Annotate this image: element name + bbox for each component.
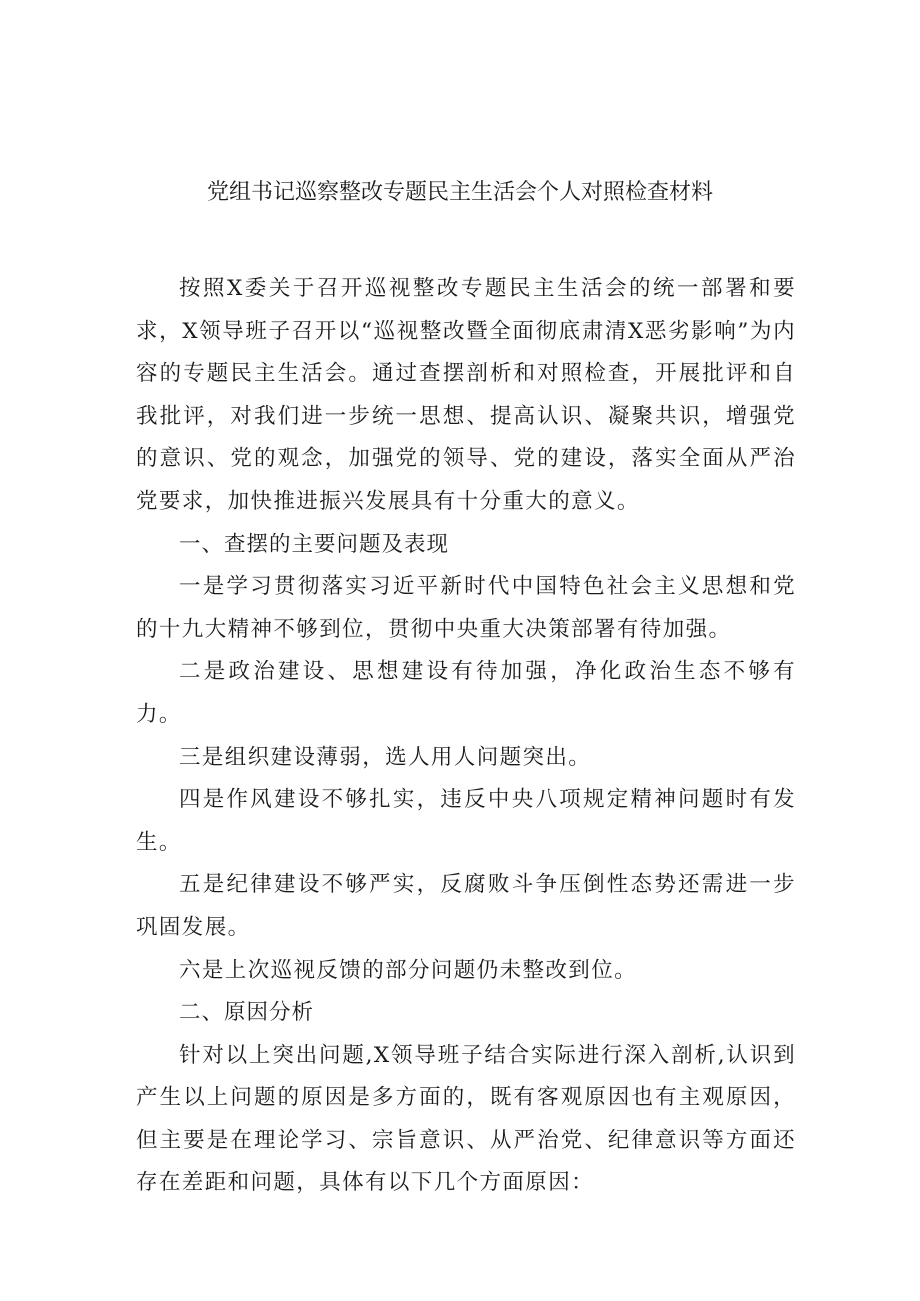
document-title: 党组书记巡察整改专题民主生活会个人对照检查材料 bbox=[206, 180, 713, 205]
problem-item-5: 五是纪律建设不够严实，反腐败斗争压倒性态势还需进一步巩固发展。 bbox=[136, 872, 796, 940]
problem-item-2: 二是政治建设、思想建设有待加强，净化政治生态不够有力。 bbox=[136, 659, 796, 727]
causes-paragraph: 针对以上突出问题,X领导班子结合实际进行深入剖析,认识到产生以上问题的原因是多方面的，既有客观原因也有主观原因，但主要是在理论学习、宗旨意识、从严治党、纪律意识等方面还存在差距和问题，具体有以下几个方面原因： bbox=[136, 1042, 796, 1196]
problem-item-1: 一是学习贯彻落实习近平新时代中国特色社会主义思想和党的十九大精神不够到位，贯彻中央重大决策部署有待加强。 bbox=[136, 574, 796, 642]
section-heading-causes: 二、原因分析 bbox=[179, 1000, 315, 1026]
section-heading-problems: 一、查摆的主要问题及表现 bbox=[179, 531, 450, 557]
intro-paragraph: 按照X委关于召开巡视整改专题民主生活会的统一部署和要求，X领导班子召开以“巡视整改暨全面彻底肃清X恶劣影响”为内容的专题民主生活会。通过查摆剖析和对照检查，开展批评和自我批评，对我们进一步统一思想、提高认识、凝聚共识，增强党的意识、党的观念，加强党的领导、党的建设，落实全面从严治党要求，加快推进振兴发展具有十分重大的意义。 bbox=[136, 276, 796, 514]
document-body bbox=[136, 268, 796, 1205]
problem-item-6: 六是上次巡视反馈的部分问题仍未整改到位。 bbox=[179, 957, 638, 983]
problem-item-4: 四是作风建设不够扎实，违反中央八项规定精神问题时有发生。 bbox=[136, 787, 796, 855]
problem-item-3: 三是组织建设薄弱，选人用人问题突出。 bbox=[179, 744, 592, 770]
